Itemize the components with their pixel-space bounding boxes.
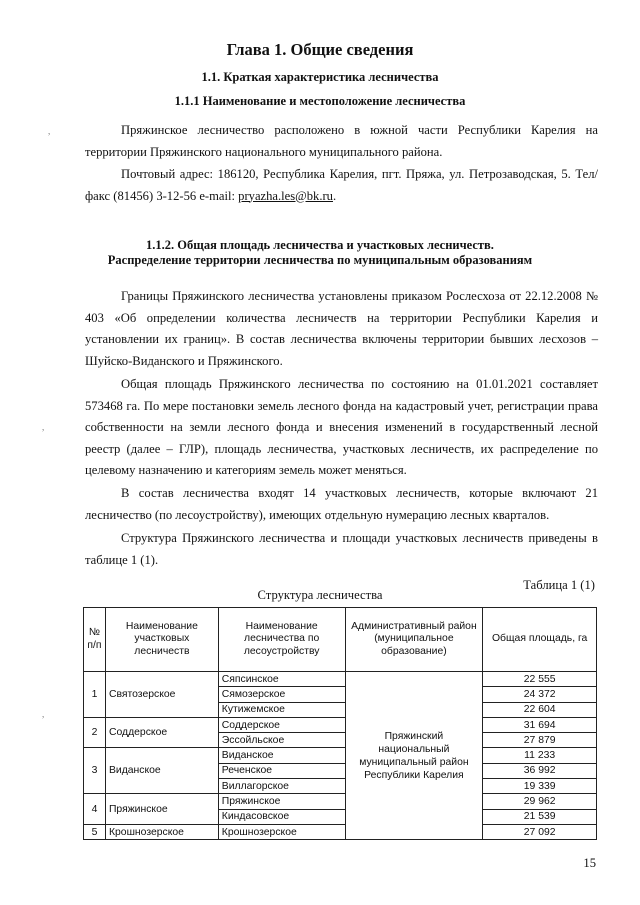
header-forestry: Наименование лесничества по лесоустройству [218, 608, 345, 672]
header-district: Наименование участковых лесничеств [105, 608, 218, 672]
table-row [84, 717, 597, 732]
forestry-name: Реченское [218, 763, 345, 778]
forestry-name: Сяпсинское [218, 672, 345, 687]
borders-paragraph: Границы Пряжинского лесничества установлены приказом Рослесхоза от 22.12.2008 № 403 «Об определении количества лесничеств на территории Республики Карелия и установлении их границ». В состав лесничества включены территории бывших лесхозов – Шуйско-Виданского и Пряжинского. [85, 289, 598, 368]
composition-paragraph: В состав лесничества входят 14 участковых лесничеств, которые включают 21 лесничество (по лесоустройству), имеющих отдельную нумерацию лесных кварталов. [85, 486, 598, 522]
row-num: 5 [84, 824, 106, 839]
section-1-1-2-heading-line2: Распределение территории лесничества по муниципальным образованиям [107, 253, 533, 267]
district-name: Соддерское [105, 717, 218, 748]
address-end: . [332, 188, 337, 203]
email-link[interactable]: pryazha.les@bk.ru [238, 188, 333, 203]
header-num: № п/п [84, 608, 106, 672]
area-value: 29 962 [483, 794, 597, 809]
area-value: 36 992 [483, 763, 597, 778]
row-num: 1 [84, 672, 106, 718]
area-value: 11 233 [483, 748, 597, 763]
row-num: 3 [84, 748, 106, 794]
forestry-name: Эссойльское [218, 733, 345, 748]
address-text: Почтовый адрес: 186120, Республика Карелия, пгт. Пряжа, ул. Петрозаводская, 5. Тел/факс (81456) 3-12-56 e-mail: [85, 167, 598, 203]
district-name: Виданское [105, 748, 218, 794]
forestry-name: Виллагорское [218, 779, 345, 794]
table-row [84, 824, 597, 839]
area-value: 22 555 [483, 672, 597, 687]
area-value: 19 339 [483, 779, 597, 794]
forestry-name: Виданское [218, 748, 345, 763]
table-header-row [84, 608, 597, 672]
area-value: 27 879 [483, 733, 597, 748]
table-row [84, 748, 597, 763]
address-paragraph [85, 164, 598, 207]
district-name: Святозерское [105, 672, 218, 718]
scan-mark: , [42, 422, 45, 432]
forestry-name: Пряжинское [218, 794, 345, 809]
district-name: Крошнозерское [105, 824, 218, 839]
area-value: 22 604 [483, 702, 597, 717]
scan-mark: , [48, 126, 51, 136]
district-name: Пряжинское [105, 794, 218, 825]
table-label: Таблица 1 (1) [523, 578, 595, 592]
header-area: Общая площадь, га [483, 608, 597, 672]
header-admin: Административный район (муниципальное образование) [345, 608, 483, 672]
forestry-name: Сямозерское [218, 687, 345, 702]
scan-mark: , [42, 709, 45, 719]
admin-district: Пряжинский национальный муниципальный район Республики Карелия [345, 672, 483, 840]
forestry-structure-table [83, 607, 597, 840]
forestry-name: Крошнозерское [218, 824, 345, 839]
area-paragraph: Общая площадь Пряжинского лесничества по состоянию на 01.01.2021 составляет 573468 га. По мере постановки земель лесного фонда на кадастровый учет, регистрации права собственности на земли лесного фонда и внесения изменений в государственный лесной реестр (далее – ГЛР), площадь лесничества, участковых лесничеств, их распределение по целевому назначению и категориям земель может меняться. [85, 377, 598, 477]
row-num: 2 [84, 717, 106, 748]
forestry-name: Киндасовское [218, 809, 345, 824]
forestry-name: Соддерское [218, 717, 345, 732]
area-value: 24 372 [483, 687, 597, 702]
section-1-1-1-heading: 1.1.1 Наименование и местоположение лесничества [174, 94, 466, 108]
area-value: 27 092 [483, 824, 597, 839]
section-1-1-heading: 1.1. Краткая характеристика лесничества [201, 70, 439, 84]
area-value: 21 539 [483, 809, 597, 824]
table-row [84, 794, 597, 809]
location-paragraph: Пряжинское лесничество расположено в южной части Республики Карелия на территории Пряжинского национального муниципального района. [85, 123, 598, 159]
row-num: 4 [84, 794, 106, 825]
structure-paragraph: Структура Пряжинского лесничества и площади участковых лесничеств приведены в таблице 1 (1). [85, 531, 598, 567]
area-value: 31 694 [483, 717, 597, 732]
page-number: 15 [583, 856, 596, 870]
chapter-title: Глава 1. Общие сведения [226, 40, 414, 59]
table-row [84, 672, 597, 687]
forestry-name: Кутижемское [218, 702, 345, 717]
table-title: Структура лесничества [257, 588, 383, 602]
section-1-1-2-heading-line1: 1.1.2. Общая площадь лесничества и участковых лесничеств. [146, 238, 494, 252]
